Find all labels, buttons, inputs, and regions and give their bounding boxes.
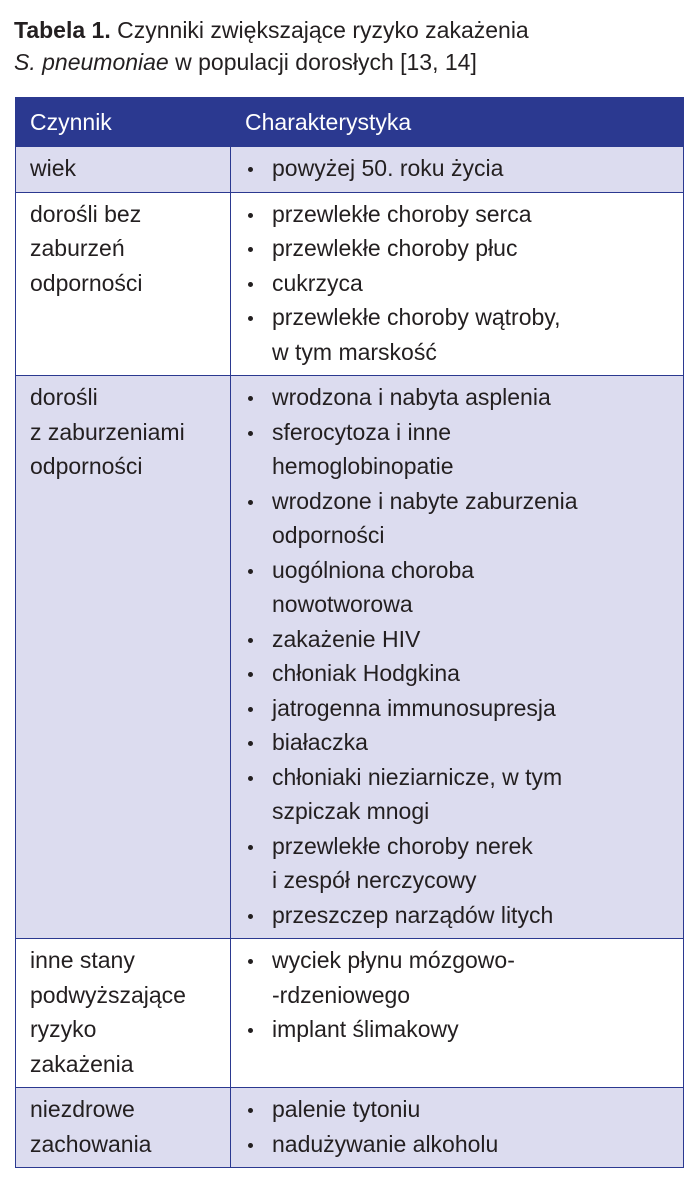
list-item-text: i zespół nerczycowy xyxy=(272,867,477,893)
list-item-text: wyciek płynu mózgowo- xyxy=(272,947,515,973)
list-item-text: w tym marskość xyxy=(272,338,437,365)
factor-text: z zaburzeniami xyxy=(30,418,185,445)
factor-text: dorośli xyxy=(30,384,98,410)
table-caption xyxy=(14,14,686,78)
list-item xyxy=(245,380,673,415)
risk-factors-table xyxy=(15,97,684,1168)
list-item-text: odporności xyxy=(272,522,385,548)
list-item-text: nowotworowa xyxy=(272,591,413,617)
characteristic-cell xyxy=(231,147,684,193)
list-item-text: chłoniaki nieziarnicze, w tym xyxy=(272,763,563,790)
list-item-text: przewlekłe choroby nerek xyxy=(272,832,533,859)
list-item-text: palenie tytoniu xyxy=(272,1096,421,1122)
list-item-text: szpiczak mnogi xyxy=(272,798,430,824)
list-item xyxy=(245,1127,673,1162)
list-item-text: cukrzyca xyxy=(272,269,363,296)
header-characteristic: Charakterystyka xyxy=(231,98,684,147)
factor-text: odporności xyxy=(30,453,143,479)
list-item-text: sferocytoza i inne xyxy=(272,418,451,445)
caption-species: S. pneumoniae xyxy=(14,49,169,75)
factor-text: odporności xyxy=(30,269,143,296)
list-item xyxy=(245,622,673,657)
factor-cell xyxy=(16,192,231,376)
list-item xyxy=(245,484,673,553)
list-item xyxy=(245,691,673,726)
list-item-text: przewlekłe choroby płuc xyxy=(272,235,518,261)
factor-text: zakażenia xyxy=(30,1050,134,1077)
list-item-text: przewlekłe choroby wątroby, xyxy=(272,304,561,330)
factor-cell xyxy=(16,939,231,1088)
factor-text: inne stany xyxy=(30,947,135,973)
header-factor: Czynnik xyxy=(16,98,231,147)
factor-text: ryzyko xyxy=(30,1016,97,1042)
list-item xyxy=(245,829,673,898)
characteristic-list xyxy=(245,1092,673,1161)
factor-text: wiek xyxy=(30,155,77,181)
list-item xyxy=(245,300,673,369)
list-item-text: hemoglobinopatie xyxy=(272,453,454,479)
list-item xyxy=(245,725,673,760)
caption-text-1: Czynniki zwiększające ryzyko zakażenia xyxy=(110,17,529,43)
list-item xyxy=(245,553,673,622)
list-item-text: uogólniona choroba xyxy=(272,556,475,583)
list-item xyxy=(245,1092,673,1127)
factor-text: niezdrowe xyxy=(30,1096,135,1122)
characteristic-cell xyxy=(231,192,684,376)
list-item xyxy=(245,656,673,691)
table-row xyxy=(16,376,684,939)
list-item-text: jatrogenna immunosupresja xyxy=(272,694,556,721)
list-item xyxy=(245,231,673,266)
list-item xyxy=(245,415,673,484)
characteristic-list xyxy=(245,943,673,1047)
list-item xyxy=(245,266,673,301)
characteristic-cell xyxy=(231,376,684,939)
list-item-text: nadużywanie alkoholu xyxy=(272,1130,499,1157)
factor-cell xyxy=(16,376,231,939)
list-item-text: przewlekłe choroby serca xyxy=(272,200,532,227)
table-body xyxy=(16,147,684,1168)
list-item-text: implant ślimakowy xyxy=(272,1016,459,1042)
list-item xyxy=(245,943,673,1012)
factor-cell xyxy=(16,1088,231,1168)
characteristic-cell xyxy=(231,939,684,1088)
table-row xyxy=(16,939,684,1088)
caption-text-2: w populacji dorosłych [13, 14] xyxy=(168,49,477,75)
characteristic-cell xyxy=(231,1088,684,1168)
list-item xyxy=(245,197,673,232)
characteristic-list xyxy=(245,197,673,370)
table-row xyxy=(16,147,684,193)
factor-cell xyxy=(16,147,231,193)
list-item xyxy=(245,151,673,186)
list-item-text: białaczka xyxy=(272,729,368,755)
table-header-row xyxy=(16,98,684,147)
list-item-text: powyżej 50. roku życia xyxy=(272,155,504,181)
factor-text: zaburzeń xyxy=(30,235,125,261)
list-item xyxy=(245,1012,673,1047)
list-item xyxy=(245,898,673,933)
list-item-text: wrodzona i nabyta asplenia xyxy=(272,384,551,410)
factor-text: dorośli bez xyxy=(30,200,142,227)
list-item-text: przeszczep narządów litych xyxy=(272,901,554,928)
table-row xyxy=(16,192,684,376)
factor-text: podwyższające xyxy=(30,981,186,1008)
list-item xyxy=(245,760,673,829)
characteristic-list xyxy=(245,380,673,932)
caption-label: Tabela 1. xyxy=(14,17,111,43)
characteristic-list xyxy=(245,151,673,186)
table-row xyxy=(16,1088,684,1168)
list-item-text: zakażenie HIV xyxy=(272,625,421,652)
list-item-text: chłoniak Hodgkina xyxy=(272,660,460,686)
factor-text: zachowania xyxy=(30,1130,152,1157)
list-item-text: wrodzone i nabyte zaburzenia xyxy=(272,487,578,514)
list-item-text: -rdzeniowego xyxy=(272,981,411,1008)
